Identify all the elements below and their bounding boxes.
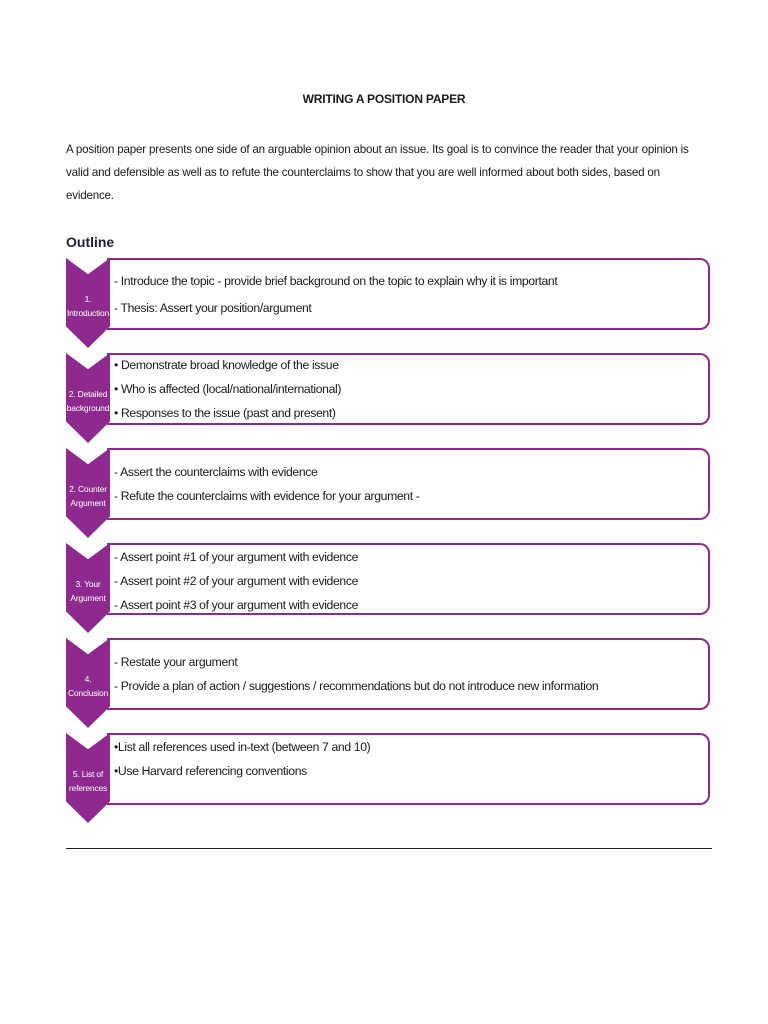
outline-step-counter-argument — [66, 448, 712, 538]
page-title: WRITING A POSITION PAPER — [302, 92, 466, 106]
step-label: 4. Conclusion — [67, 674, 109, 698]
step-point: - Thesis: Assert your position/argument — [114, 301, 312, 315]
outline-heading: Outline — [66, 234, 115, 250]
step-point: • Responses to the issue (past and present) — [114, 406, 336, 420]
bottom-divider — [66, 848, 712, 849]
step-point: - Restate your argument — [114, 655, 238, 669]
step-content-box — [107, 543, 710, 615]
step-point: - Assert point #3 of your argument with evidence — [114, 598, 359, 612]
step-label: 2. Counter Argument — [69, 484, 107, 508]
step-point: •List all references used in-text (between 7 and 10) — [114, 740, 371, 754]
step-label: 5. List of references — [68, 769, 108, 793]
outline-step-detailed-background — [66, 353, 712, 443]
outline-step-your-argument — [66, 543, 712, 633]
step-point: - Provide a plan of action / suggestions / recommendations but do not introduce new information — [114, 679, 599, 693]
step-label: 2. Detailed background — [66, 389, 110, 413]
step-point: • Who is affected (local/national/international) — [114, 382, 342, 396]
step-point: • Demonstrate broad knowledge of the issue — [114, 358, 339, 372]
step-label: 1. Introduction — [66, 294, 110, 318]
step-point: - Introduce the topic - provide brief background on the topic to explain why it is important — [114, 274, 558, 288]
intro-paragraph: A position paper presents one side of an arguable opinion about an issue. Its goal is to convince the reader that your opinion is valid and defensible as well as to refute the counterclaims to show that you are well informed about both sides, based on evidence. — [66, 143, 689, 202]
step-content-box — [107, 733, 710, 805]
step-content-box — [107, 448, 710, 520]
step-point: •Use Harvard referencing conventions — [114, 764, 307, 778]
step-content-box — [107, 638, 710, 710]
step-point: - Assert point #2 of your argument with evidence — [114, 574, 359, 588]
step-content-box — [107, 258, 710, 330]
outline-step-references — [66, 733, 712, 823]
outline-step-introduction — [66, 258, 712, 348]
step-point: - Refute the counterclaims with evidence for your argument - — [114, 489, 420, 503]
step-label: 3. Your Argument — [70, 579, 106, 603]
outline-step-conclusion — [66, 638, 712, 728]
step-point: - Assert point #1 of your argument with evidence — [114, 550, 359, 564]
step-point: - Assert the counterclaims with evidence — [114, 465, 318, 479]
step-content-box — [107, 353, 710, 425]
